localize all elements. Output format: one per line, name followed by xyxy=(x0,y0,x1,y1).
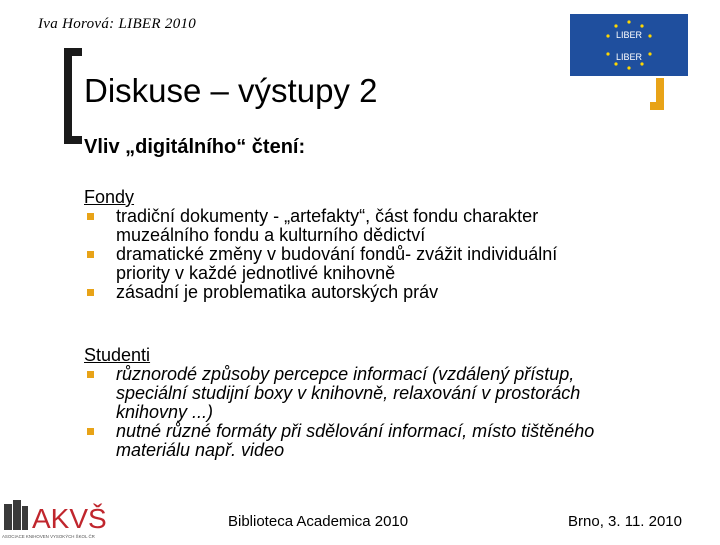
slide-subtitle: Vliv „digitálního“ čtení: xyxy=(84,136,306,158)
liber-emblem-icon xyxy=(570,14,688,76)
footer-date: Brno, 3. 11. 2010 xyxy=(568,513,682,530)
list-item xyxy=(84,365,684,422)
list-item-line: speciální studijní boxy v knihovně, relaxování v prostorách xyxy=(116,383,581,403)
akvs-logo-tagline: ASOCIACE KNIHOVEN VYSOKÝCH ŠKOL ČR xyxy=(2,534,95,539)
list-item-line: různorodé způsoby percepce informací (vzdálený přístup, xyxy=(116,364,575,384)
list-item-line: knihovny ...) xyxy=(116,402,214,422)
slide-title: Diskuse – výstupy 2 xyxy=(84,72,378,109)
list-item xyxy=(84,422,684,460)
fondy-section xyxy=(84,188,684,302)
bullet-icon xyxy=(87,289,94,296)
bullet-icon xyxy=(87,371,94,378)
right-bracket-decoration xyxy=(650,78,664,110)
list-item xyxy=(84,207,684,245)
list-item-line: tradiční dokumenty - „artefakty“, část fondu charakter xyxy=(116,206,539,226)
header-note: Iva Horová: LIBER 2010 xyxy=(38,16,197,32)
list-item xyxy=(84,245,684,283)
akvs-logo xyxy=(0,496,120,540)
list-item-line: zásadní je problematika autorských práv xyxy=(116,282,439,302)
studenti-section xyxy=(84,346,684,460)
bullet-icon xyxy=(87,251,94,258)
liber-logo-text-top: LIBER xyxy=(615,30,643,40)
fondy-heading: Fondy xyxy=(84,187,135,207)
list-item-line: muzeálního fondu a kulturního dědictví xyxy=(116,225,426,245)
left-bracket-decoration xyxy=(64,48,82,144)
list-item-line: materiálu např. video xyxy=(116,440,285,460)
list-item-line: priority v každé jednotlivé knihovně xyxy=(116,263,396,283)
footer-event: Biblioteca Academica 2010 xyxy=(228,513,409,530)
akvs-logo-text: AKVŠ xyxy=(32,503,107,534)
liber-logo xyxy=(570,14,688,76)
akvs-emblem-icon xyxy=(0,496,120,540)
bullet-icon xyxy=(87,428,94,435)
list-item xyxy=(84,283,684,302)
studenti-heading: Studenti xyxy=(84,345,151,365)
bullet-icon xyxy=(87,213,94,220)
list-item-line: dramatické změny v budování fondů- zvážit individuální xyxy=(116,244,558,264)
list-item-line: nutné různé formáty při sdělování informací, místo tištěného xyxy=(116,421,595,441)
liber-logo-text-bottom: LIBER xyxy=(615,52,643,62)
